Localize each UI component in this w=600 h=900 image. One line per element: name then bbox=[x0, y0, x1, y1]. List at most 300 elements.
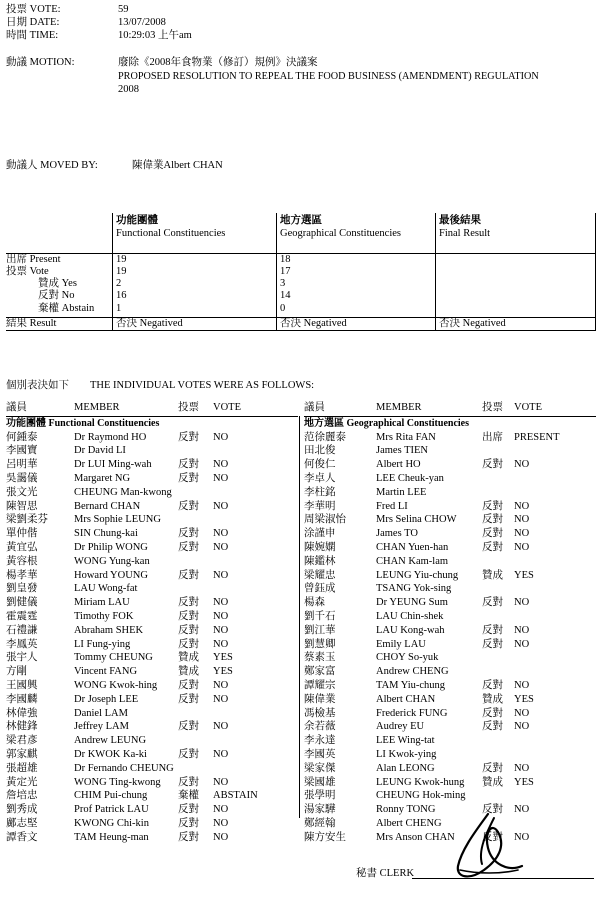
motion-title-en-year: 2008 bbox=[118, 84, 139, 95]
vote-cn: 反對 bbox=[482, 597, 503, 609]
vote-cn: 反對 bbox=[482, 804, 503, 816]
vote-en: NO bbox=[213, 569, 229, 581]
gc-result: 否決 Negatived bbox=[280, 318, 347, 329]
member-vote-row bbox=[304, 749, 596, 763]
vote-cn: 反對 bbox=[178, 679, 199, 691]
member-name-cn: 劉秀成 bbox=[6, 804, 38, 816]
vote-number-label: 投票 VOTE: bbox=[6, 4, 61, 15]
member-vote-row bbox=[304, 611, 596, 625]
member-name-en: WONG Ting-kwong bbox=[74, 776, 161, 788]
member-vote-row bbox=[304, 487, 596, 501]
member-vote-row bbox=[6, 542, 298, 556]
member-name-cn: 李卓人 bbox=[304, 472, 336, 484]
vote-en: NO bbox=[213, 693, 229, 705]
member-name-cn: 楊孝華 bbox=[6, 569, 38, 581]
member-name-cn: 鄭家富 bbox=[304, 666, 336, 678]
vote-en: YES bbox=[514, 569, 534, 581]
vote-en: NO bbox=[213, 459, 229, 471]
member-name-en: Howard YOUNG bbox=[74, 569, 148, 581]
member-name-cn: 何俊仁 bbox=[304, 459, 336, 471]
fc-result: 否決 Negatived bbox=[116, 318, 183, 329]
vote-en: NO bbox=[213, 638, 229, 650]
member-name-en: Dr YEUNG Sum bbox=[376, 597, 448, 609]
vote-cn: 出席 bbox=[482, 431, 503, 443]
member-vote-row bbox=[6, 487, 298, 501]
vote-en: NO bbox=[514, 638, 530, 650]
member-name-cn: 劉慧卿 bbox=[304, 638, 336, 650]
member-vote-row bbox=[304, 652, 596, 666]
gc-yes: 3 bbox=[280, 278, 286, 289]
member-vote-row bbox=[6, 473, 298, 487]
member-vote-row bbox=[6, 749, 298, 763]
member-vote-row bbox=[6, 652, 298, 666]
member-name-en: LEE Cheuk-yan bbox=[376, 472, 444, 484]
functional-group-heading: 功能團體 Functional Constituencies bbox=[6, 417, 160, 429]
clerk-label: 秘書 CLERK bbox=[356, 868, 415, 879]
member-name-en: TAM Yiu-chung bbox=[376, 679, 446, 691]
member-name-en: Albert HO bbox=[376, 459, 421, 471]
member-name-cn: 陳婉嫻 bbox=[304, 541, 336, 553]
vote-cn: 反對 bbox=[178, 459, 199, 471]
member-name-en: Emily LAU bbox=[376, 638, 426, 650]
fc-yes: 2 bbox=[116, 278, 122, 289]
vote-en: NO bbox=[213, 610, 229, 622]
member-vote-row bbox=[6, 818, 298, 832]
member-name-en: Dr Joseph LEE bbox=[74, 693, 139, 705]
vote-cn: 反對 bbox=[482, 541, 503, 553]
vote-en: NO bbox=[213, 431, 229, 443]
vote-cn: 棄權 bbox=[178, 790, 199, 802]
member-name-en: Timothy FOK bbox=[74, 610, 134, 622]
geographical-group-heading: 地方選區 Geographical Constituencies bbox=[304, 417, 469, 429]
individual-votes-title: 個別表決如下 THE INDIVIDUAL VOTES WERE AS FOLLOWS: bbox=[6, 380, 315, 391]
mover-label: 動議人 MOVED BY: bbox=[6, 160, 98, 171]
member-name-cn: 余若薇 bbox=[304, 721, 336, 733]
vote-en: NO bbox=[213, 776, 229, 788]
member-vote-row bbox=[6, 583, 298, 597]
member-vote-row bbox=[6, 708, 298, 722]
member-name-en: WONG Yung-kan bbox=[74, 555, 150, 567]
col-header-vote-cn: 投票 bbox=[482, 402, 503, 413]
member-vote-row bbox=[304, 721, 596, 735]
final-header-cn: 最後結果 bbox=[439, 215, 481, 226]
member-vote-row bbox=[6, 501, 298, 515]
member-name-cn: 馮檢基 bbox=[304, 707, 336, 719]
final-result: 否決 Negatived bbox=[439, 318, 506, 329]
vote-en: NO bbox=[213, 721, 229, 733]
member-name-cn: 詹培忠 bbox=[6, 790, 38, 802]
member-name-cn: 呂明華 bbox=[6, 459, 38, 471]
vote-en: NO bbox=[514, 831, 530, 843]
member-name-en: KWONG Chi-kin bbox=[74, 817, 149, 829]
fc-no: 16 bbox=[116, 290, 127, 301]
col-header-member-en: MEMBER bbox=[74, 402, 120, 413]
member-name-en: Abraham SHEK bbox=[74, 624, 144, 636]
member-vote-row bbox=[6, 832, 298, 846]
member-vote-row bbox=[6, 763, 298, 777]
member-name-cn: 林偉強 bbox=[6, 707, 38, 719]
member-vote-row bbox=[304, 459, 596, 473]
fc-vote: 19 bbox=[116, 266, 127, 277]
member-name-cn: 李國寶 bbox=[6, 445, 38, 457]
member-name-en: CHAN Yuen-han bbox=[376, 541, 449, 553]
member-vote-row bbox=[6, 666, 298, 680]
row-label-present: 出席 Present bbox=[6, 254, 61, 265]
member-name-en: Fred LI bbox=[376, 500, 408, 512]
member-name-cn: 劉健儀 bbox=[6, 597, 38, 609]
row-label-yes: 贊成 Yes bbox=[38, 278, 77, 289]
member-vote-row bbox=[6, 804, 298, 818]
member-vote-row bbox=[6, 694, 298, 708]
member-name-en: LI Kwok-ying bbox=[376, 748, 437, 760]
fc-present: 19 bbox=[116, 254, 127, 265]
vote-cn: 反對 bbox=[178, 610, 199, 622]
fc-header-en: Functional Constituencies bbox=[116, 228, 226, 239]
vote-cn: 反對 bbox=[178, 817, 199, 829]
member-vote-row bbox=[6, 639, 298, 653]
vote-cn: 反對 bbox=[178, 541, 199, 553]
vote-cn: 贊成 bbox=[482, 776, 503, 788]
member-name-cn: 湯家驊 bbox=[304, 804, 336, 816]
date-value: 13/07/2008 bbox=[118, 17, 166, 28]
member-name-cn: 黃宜弘 bbox=[6, 541, 38, 553]
vote-en: YES bbox=[514, 693, 534, 705]
time-label: 時間 TIME: bbox=[6, 30, 59, 41]
member-name-en: Margaret NG bbox=[74, 472, 131, 484]
member-vote-row bbox=[304, 708, 596, 722]
vote-en: NO bbox=[514, 514, 530, 526]
vote-cn: 反對 bbox=[178, 721, 199, 733]
member-vote-row bbox=[304, 735, 596, 749]
vote-cn: 反對 bbox=[178, 831, 199, 843]
vote-en: NO bbox=[514, 541, 530, 553]
col-header-vote-en: VOTE bbox=[514, 402, 542, 413]
member-name-en: Dr Fernando CHEUNG bbox=[74, 762, 174, 774]
member-name-en: Ronny TONG bbox=[376, 804, 436, 816]
member-name-en: Dr Raymond HO bbox=[74, 431, 147, 443]
fc-header-cn: 功能團體 bbox=[116, 215, 158, 226]
gc-header-cn: 地方選區 bbox=[280, 215, 322, 226]
vote-en: PRESENT bbox=[514, 431, 560, 443]
vote-en: YES bbox=[213, 652, 233, 664]
member-name-en: Mrs Rita FAN bbox=[376, 431, 436, 443]
member-name-cn: 何鍾泰 bbox=[6, 431, 38, 443]
vote-cn: 反對 bbox=[482, 624, 503, 636]
member-vote-row bbox=[6, 514, 298, 528]
member-name-en: Alan LEONG bbox=[376, 762, 435, 774]
vote-en: NO bbox=[213, 500, 229, 512]
member-name-cn: 周梁淑怡 bbox=[304, 514, 346, 526]
member-vote-row bbox=[6, 459, 298, 473]
vote-en: NO bbox=[514, 679, 530, 691]
member-vote-row bbox=[304, 790, 596, 804]
member-name-en: Andrew LEUNG bbox=[74, 735, 147, 747]
vote-cn: 反對 bbox=[482, 679, 503, 691]
member-name-cn: 劉千石 bbox=[304, 610, 336, 622]
col-header-member-cn: 議員 bbox=[304, 402, 325, 413]
member-name-cn: 梁劉柔芬 bbox=[6, 514, 48, 526]
vote-cn: 反對 bbox=[178, 624, 199, 636]
vote-cn: 贊成 bbox=[178, 652, 199, 664]
vote-en: NO bbox=[514, 597, 530, 609]
member-name-en: Dr KWOK Ka-ki bbox=[74, 748, 147, 760]
member-vote-row bbox=[304, 432, 596, 446]
member-name-cn: 郭家麒 bbox=[6, 748, 38, 760]
member-name-cn: 曾鈺成 bbox=[304, 583, 336, 595]
gc-present: 18 bbox=[280, 254, 291, 265]
member-name-cn: 單仲偕 bbox=[6, 528, 38, 540]
member-name-en: Tommy CHEUNG bbox=[74, 652, 153, 664]
member-vote-row bbox=[6, 790, 298, 804]
vote-cn: 反對 bbox=[482, 831, 503, 843]
member-vote-row bbox=[304, 680, 596, 694]
member-vote-row bbox=[6, 597, 298, 611]
member-name-cn: 鄭經翰 bbox=[304, 817, 336, 829]
right-column-header bbox=[304, 402, 596, 417]
vote-en: NO bbox=[514, 762, 530, 774]
member-name-cn: 林健鋒 bbox=[6, 721, 38, 733]
member-vote-row bbox=[304, 445, 596, 459]
vote-cn: 反對 bbox=[178, 528, 199, 540]
vote-cn: 反對 bbox=[482, 762, 503, 774]
motion-title-en: PROPOSED RESOLUTION TO REPEAL THE FOOD BUSINESS (AMENDMENT) REGULATION bbox=[118, 71, 539, 82]
member-vote-row bbox=[6, 625, 298, 639]
gc-abstain: 0 bbox=[280, 303, 286, 314]
member-name-en: LEUNG Yiu-chung bbox=[376, 569, 459, 581]
member-name-cn: 楊森 bbox=[304, 597, 325, 609]
member-name-cn: 田北俊 bbox=[304, 445, 336, 457]
member-vote-row bbox=[304, 473, 596, 487]
member-name-cn: 張宇人 bbox=[6, 652, 38, 664]
member-name-en: Albert CHENG bbox=[376, 817, 442, 829]
member-name-cn: 李柱銘 bbox=[304, 486, 336, 498]
member-name-en: LI Fung-ying bbox=[74, 638, 131, 650]
vote-en: NO bbox=[213, 831, 229, 843]
member-vote-row bbox=[304, 528, 596, 542]
final-header-en: Final Result bbox=[439, 228, 491, 239]
time-value: 10:29:03 上午am bbox=[118, 30, 192, 41]
vote-en: ABSTAIN bbox=[213, 790, 258, 802]
member-name-en: Jeffrey LAM bbox=[74, 721, 129, 733]
member-name-cn: 張超雄 bbox=[6, 762, 38, 774]
vote-en: NO bbox=[213, 679, 229, 691]
member-name-cn: 黃定光 bbox=[6, 776, 38, 788]
member-name-en: Bernard CHAN bbox=[74, 500, 141, 512]
member-name-cn: 梁國雄 bbox=[304, 776, 336, 788]
vote-en: NO bbox=[213, 817, 229, 829]
signature-line bbox=[412, 878, 594, 879]
member-name-en: Audrey EU bbox=[376, 721, 425, 733]
member-name-en: TSANG Yok-sing bbox=[376, 583, 452, 595]
member-name-en: CHEUNG Hok-ming bbox=[376, 790, 466, 802]
member-name-en: Martin LEE bbox=[376, 486, 427, 498]
vote-cn: 反對 bbox=[178, 693, 199, 705]
row-label-vote: 投票 Vote bbox=[6, 266, 49, 277]
vote-cn: 反對 bbox=[482, 638, 503, 650]
vote-number-value: 59 bbox=[118, 4, 129, 15]
vote-en: NO bbox=[514, 500, 530, 512]
member-vote-row bbox=[6, 432, 298, 446]
member-name-en: TAM Heung-man bbox=[74, 831, 149, 843]
vote-en: YES bbox=[514, 776, 534, 788]
member-name-en: James TIEN bbox=[376, 445, 429, 457]
member-vote-row bbox=[304, 542, 596, 556]
fc-abstain: 1 bbox=[116, 303, 122, 314]
vote-cn: 反對 bbox=[178, 804, 199, 816]
motion-title-cn: 廢除《2008年食物業（修訂）規例》決議案 bbox=[118, 57, 318, 68]
summary-table bbox=[6, 213, 596, 331]
member-name-en: Albert CHAN bbox=[376, 693, 436, 705]
member-name-en: SIN Chung-kai bbox=[74, 528, 138, 540]
member-name-cn: 鄺志堅 bbox=[6, 817, 38, 829]
member-name-cn: 方剛 bbox=[6, 666, 27, 678]
member-name-cn: 譚香文 bbox=[6, 831, 38, 843]
member-name-cn: 劉江華 bbox=[304, 624, 336, 636]
member-vote-row bbox=[6, 735, 298, 749]
member-name-en: Dr David LI bbox=[74, 445, 126, 457]
member-vote-row bbox=[6, 556, 298, 570]
member-name-cn: 蔡素玉 bbox=[304, 652, 336, 664]
vote-cn: 反對 bbox=[178, 569, 199, 581]
vote-cn: 反對 bbox=[482, 500, 503, 512]
vote-cn: 反對 bbox=[178, 472, 199, 484]
gc-no: 14 bbox=[280, 290, 291, 301]
vote-en: NO bbox=[213, 472, 229, 484]
vote-en: NO bbox=[213, 541, 229, 553]
member-name-cn: 石禮謙 bbox=[6, 624, 38, 636]
member-name-en: LAU Chin-shek bbox=[376, 610, 444, 622]
col-header-member-en: MEMBER bbox=[376, 402, 422, 413]
member-name-cn: 陳方安生 bbox=[304, 831, 346, 843]
member-name-en: Frederick FUNG bbox=[376, 707, 448, 719]
member-name-en: Mrs Anson CHAN bbox=[376, 831, 455, 843]
member-name-en: Dr Philip WONG bbox=[74, 541, 148, 553]
vote-en: NO bbox=[213, 748, 229, 760]
member-vote-row bbox=[304, 666, 596, 680]
member-name-en: LAU Kong-wah bbox=[376, 624, 445, 636]
date-label: 日期 DATE: bbox=[6, 17, 60, 28]
member-name-en: LEUNG Kwok-hung bbox=[376, 776, 465, 788]
vote-en: NO bbox=[213, 597, 229, 609]
vote-cn: 反對 bbox=[178, 776, 199, 788]
member-name-en: CHIM Pui-chung bbox=[74, 790, 148, 802]
vote-cn: 反對 bbox=[178, 500, 199, 512]
mover-value: 陳偉業Albert CHAN bbox=[132, 160, 223, 171]
vote-en: NO bbox=[514, 707, 530, 719]
row-label-no: 反對 No bbox=[38, 290, 75, 301]
member-name-cn: 陳鑑林 bbox=[304, 555, 336, 567]
member-vote-row bbox=[6, 680, 298, 694]
vote-cn: 反對 bbox=[482, 721, 503, 733]
member-name-cn: 王國興 bbox=[6, 679, 38, 691]
member-vote-row bbox=[304, 694, 596, 708]
member-name-cn: 李鳳英 bbox=[6, 638, 38, 650]
functional-votes-column bbox=[6, 402, 298, 846]
member-name-cn: 梁耀忠 bbox=[304, 569, 336, 581]
member-name-en: Vincent FANG bbox=[74, 666, 138, 678]
member-name-en: Mrs Selina CHOW bbox=[376, 514, 457, 526]
member-vote-row bbox=[304, 556, 596, 570]
gc-vote: 17 bbox=[280, 266, 291, 277]
member-name-en: James TO bbox=[376, 528, 418, 540]
member-name-cn: 李國麟 bbox=[6, 693, 38, 705]
member-vote-row bbox=[304, 570, 596, 584]
member-name-cn: 梁家傑 bbox=[304, 762, 336, 774]
member-name-en: WONG Kwok-hing bbox=[74, 679, 158, 691]
vote-cn: 反對 bbox=[178, 748, 199, 760]
vote-cn: 贊成 bbox=[482, 693, 503, 705]
member-name-en: LEE Wing-tat bbox=[376, 735, 435, 747]
col-header-vote-cn: 投票 bbox=[178, 402, 199, 413]
member-name-en: CHOY So-yuk bbox=[376, 652, 439, 664]
member-vote-row bbox=[304, 625, 596, 639]
member-vote-row bbox=[6, 528, 298, 542]
vote-cn: 反對 bbox=[482, 707, 503, 719]
member-name-cn: 霍震霆 bbox=[6, 610, 38, 622]
vote-en: NO bbox=[514, 721, 530, 733]
vote-cn: 反對 bbox=[482, 528, 503, 540]
vote-cn: 反對 bbox=[178, 597, 199, 609]
vote-cn: 反對 bbox=[482, 514, 503, 526]
vote-en: NO bbox=[213, 804, 229, 816]
member-vote-row bbox=[6, 777, 298, 791]
member-name-cn: 劉皇發 bbox=[6, 583, 38, 595]
member-name-cn: 梁君彥 bbox=[6, 735, 38, 747]
member-vote-row bbox=[6, 611, 298, 625]
vote-cn: 反對 bbox=[178, 638, 199, 650]
member-name-cn: 吳靄儀 bbox=[6, 472, 38, 484]
member-name-cn: 陳偉業 bbox=[304, 693, 336, 705]
vote-en: YES bbox=[213, 666, 233, 678]
member-vote-row bbox=[304, 763, 596, 777]
member-name-cn: 黃容根 bbox=[6, 555, 38, 567]
vote-en: NO bbox=[213, 528, 229, 540]
member-vote-row bbox=[6, 721, 298, 735]
member-name-en: CHEUNG Man-kwong bbox=[74, 486, 172, 498]
geographical-votes-column bbox=[304, 402, 596, 846]
member-vote-row bbox=[6, 570, 298, 584]
member-name-cn: 范徐麗泰 bbox=[304, 431, 346, 443]
member-name-cn: 張學明 bbox=[304, 790, 336, 802]
vote-en: NO bbox=[213, 624, 229, 636]
member-vote-row bbox=[304, 514, 596, 528]
vote-cn: 贊成 bbox=[482, 569, 503, 581]
motion-label: 動議 MOTION: bbox=[6, 57, 75, 68]
member-name-cn: 李華明 bbox=[304, 500, 336, 512]
col-header-member-cn: 議員 bbox=[6, 402, 27, 413]
member-vote-row bbox=[304, 597, 596, 611]
vote-cn: 反對 bbox=[178, 431, 199, 443]
member-name-cn: 陳智思 bbox=[6, 500, 38, 512]
vote-en: NO bbox=[514, 624, 530, 636]
gc-header-en: Geographical Constituencies bbox=[280, 228, 402, 239]
vote-cn: 贊成 bbox=[178, 666, 199, 678]
clerk-signature bbox=[448, 808, 528, 886]
member-name-cn: 李永達 bbox=[304, 735, 336, 747]
member-vote-row bbox=[304, 639, 596, 653]
member-name-cn: 譚耀宗 bbox=[304, 679, 336, 691]
member-vote-row bbox=[304, 583, 596, 597]
member-name-en: Prof Patrick LAU bbox=[74, 804, 149, 816]
member-name-cn: 張文光 bbox=[6, 486, 38, 498]
row-label-result: 結果 Result bbox=[6, 318, 57, 329]
member-name-en: LAU Wong-fat bbox=[74, 583, 138, 595]
member-vote-row bbox=[304, 777, 596, 791]
member-name-en: Daniel LAM bbox=[74, 707, 128, 719]
column-divider bbox=[299, 416, 300, 818]
member-vote-row bbox=[6, 445, 298, 459]
vote-cn: 反對 bbox=[482, 459, 503, 471]
